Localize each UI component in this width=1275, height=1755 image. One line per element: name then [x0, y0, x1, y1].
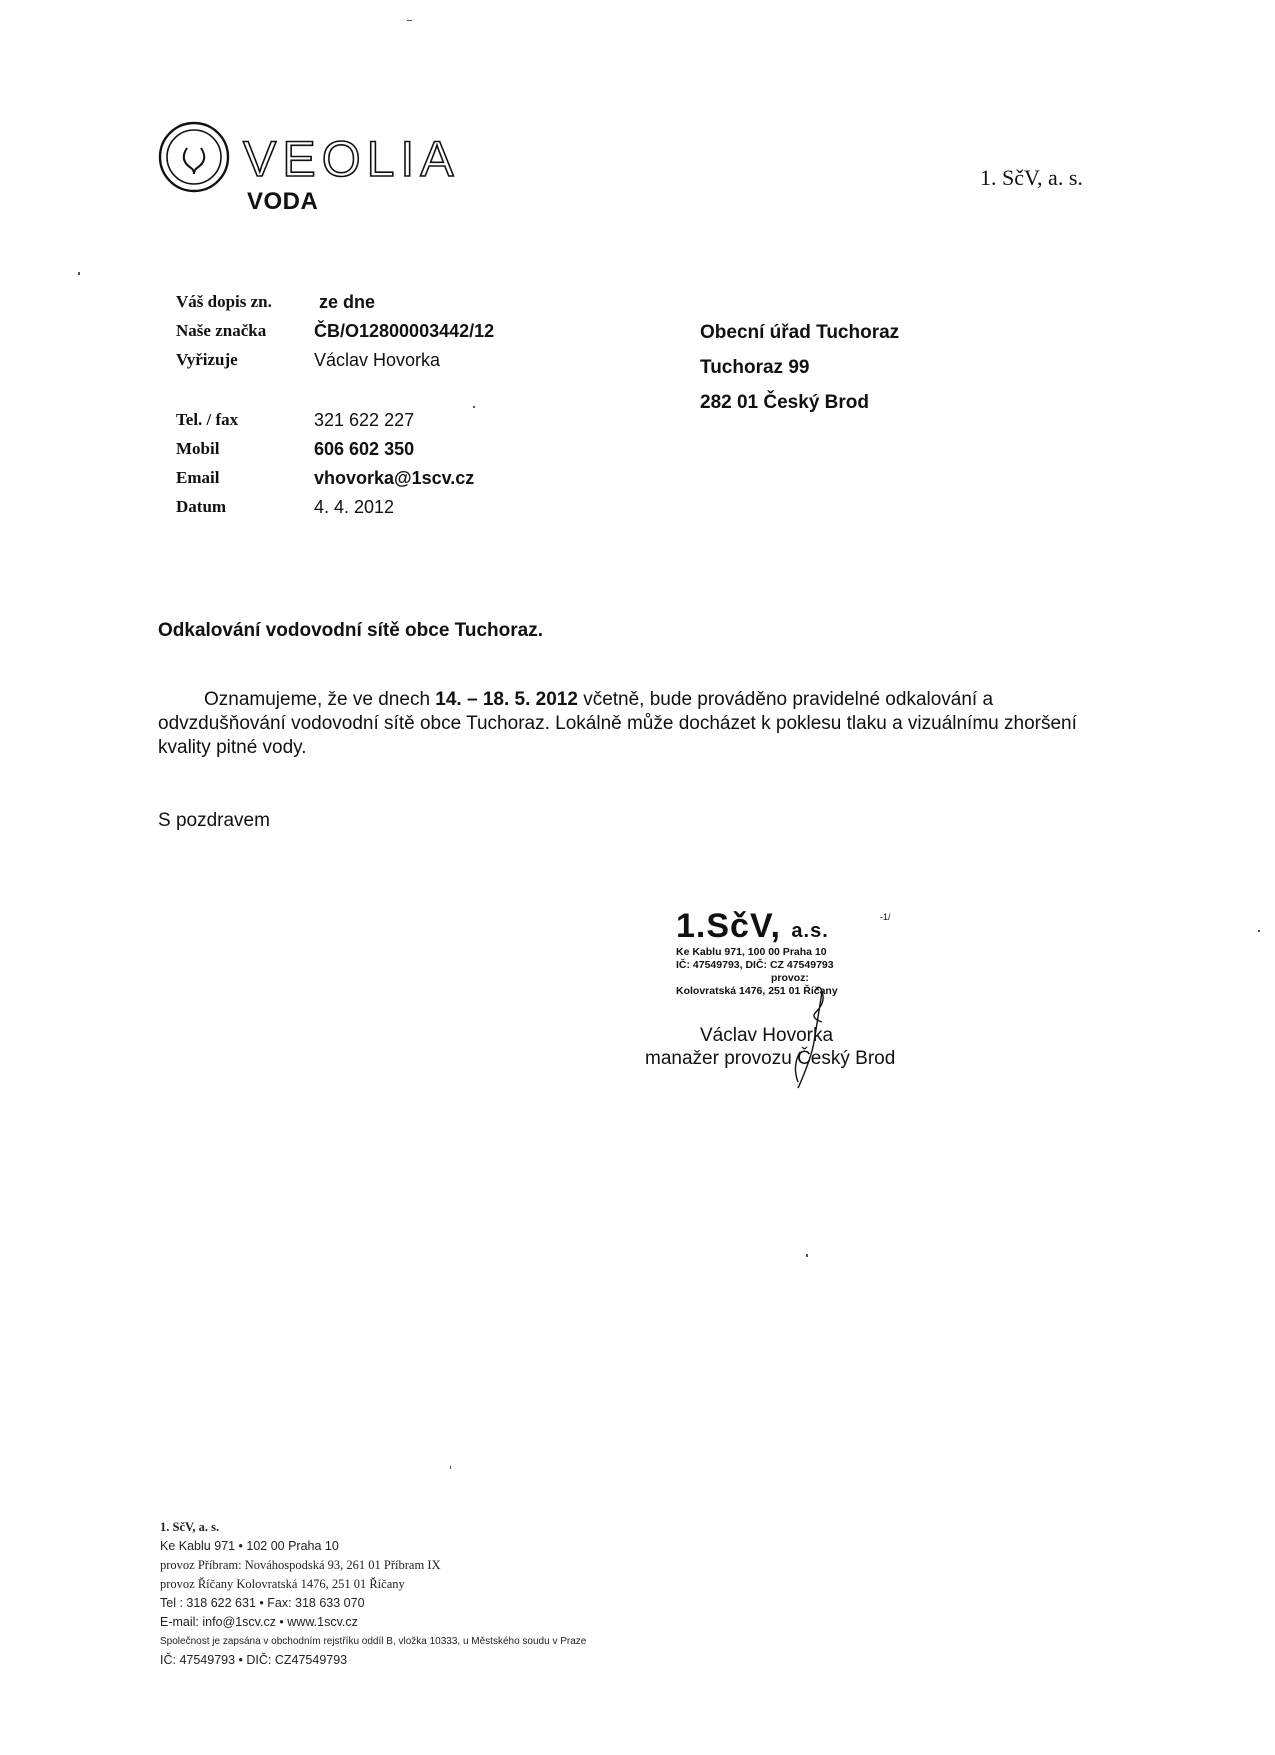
stamp-suffix: a.s.: [791, 920, 829, 942]
ref-value: 321 622 227: [314, 410, 415, 430]
ref-label: Email: [176, 468, 220, 487]
logo-wordmark: VEOLIA: [243, 131, 460, 187]
stamp-name-text: 1.SčV,: [676, 907, 781, 945]
ref-label: Váš dopis zn.: [176, 292, 272, 311]
ref-value: ze dne: [319, 292, 376, 312]
company-short-name: 1. SčV, a. s.: [980, 165, 1083, 190]
ref-value: 606 602 350: [314, 439, 415, 459]
stamp-name: [676, 907, 936, 946]
stamp-mark: -1/: [880, 912, 891, 922]
scan-speck: [78, 272, 80, 275]
footer-address: Ke Kablu 971 • 102 00 Praha 10: [160, 1539, 339, 1553]
footer-ids: IČ: 47549793 • DIČ: CZ47549793: [160, 1653, 348, 1667]
footer-provoz-pribram: provoz Příbram: Nováhospodská 93, 261 01 Příbram IX: [160, 1558, 441, 1572]
stamp-line: IČ: 47549793, DIČ: CZ 47549793: [676, 959, 834, 971]
ref-value: 4. 4. 2012: [314, 497, 395, 517]
recipient-line-3: 282 01 Český Brod: [700, 392, 869, 413]
body-rest: včetně, bude prováděno pravidelné odkalování a odvzdušňování vodovodní sítě obce Tuchoraz. Lokálně může docházet k poklesu tlaku a vizuálnímu zhoršení kvality pitné vody.: [158, 689, 1077, 758]
scan-speck: [407, 20, 412, 21]
stamp-line: provoz:: [771, 972, 809, 984]
stamp-line: Ke Kablu 971, 100 00 Praha 10: [676, 946, 827, 958]
letter-body: [158, 688, 1098, 760]
body-dates: 14. – 18. 5. 2012: [435, 689, 578, 710]
logo-subtitle: VODA: [247, 188, 319, 215]
scan-speck: [1258, 930, 1260, 932]
ref-value: Václav Hovorka: [314, 350, 441, 370]
footer-provoz-ricany: provoz Říčany Kolovratská 1476, 251 01 Říčany: [160, 1577, 405, 1591]
scan-speck: [806, 1254, 808, 1257]
letter-subject: Odkalování vodovodní sítě obce Tuchoraz.: [158, 620, 543, 641]
ref-value: vhovorka@1scv.cz: [314, 468, 475, 488]
scan-speck: [450, 1466, 451, 1469]
ref-label: Mobil: [176, 439, 220, 458]
ref-value: ČB/O12800003442/12: [314, 321, 495, 341]
veolia-logo: [157, 120, 477, 220]
footer-register: Společnost je zapsána v obchodním rejstříku oddíl B, vložka 10333, u Městského soudu v Praze: [160, 1636, 587, 1647]
stamp-line: Kolovratská 1476, 251 01 Říčany: [676, 985, 838, 997]
recipient-line-1: Obecní úřad Tuchoraz: [700, 322, 900, 343]
greeting: S pozdravem: [158, 810, 270, 831]
footer-company: 1. SčV, a. s.: [160, 1520, 220, 1534]
footer-email: E-mail: info@1scv.cz • www.1scv.cz: [160, 1615, 358, 1629]
veolia-ring-icon: [157, 120, 231, 194]
scan-speck: [473, 406, 475, 408]
letter-footer: [160, 1518, 860, 1670]
footer-phone: Tel : 318 622 631 • Fax: 318 633 070: [160, 1596, 365, 1610]
ref-label: Tel. / fax: [176, 410, 239, 429]
signer-name: Václav Hovorka: [700, 1025, 834, 1046]
ref-label: Vyřizuje: [176, 350, 238, 369]
recipient-line-2: Tuchoraz 99: [700, 357, 810, 378]
signer-role: manažer provozu Český Brod: [645, 1048, 896, 1069]
ref-label: Datum: [176, 497, 227, 516]
ref-label: Naše značka: [176, 321, 267, 340]
body-intro: Oznamujeme, že ve dnech: [204, 689, 436, 710]
